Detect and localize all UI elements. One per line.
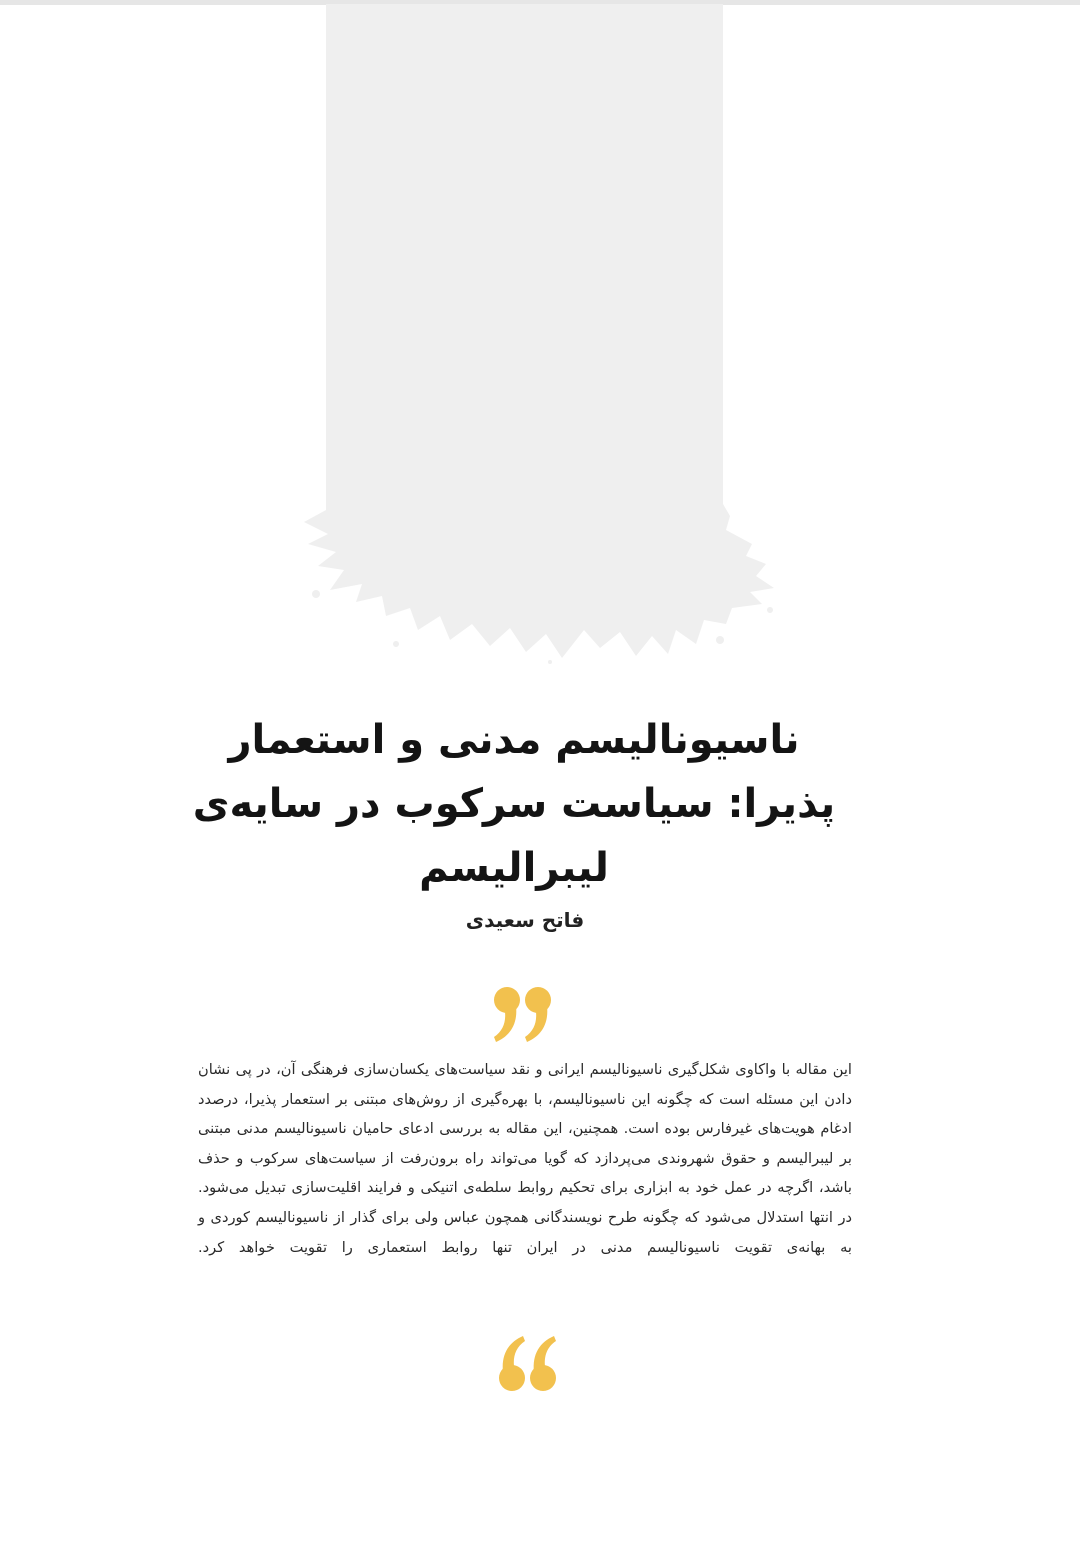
gray-brush-stroke-image — [300, 4, 780, 664]
article-title: ناسیونالیسم مدنی و استعمار پذیرا: سیاست سرکوب در سایه‌ی لیبرالیسم — [192, 717, 836, 891]
opening-quote-icon — [490, 1334, 560, 1394]
author-name: فاتح سعیدی — [465, 908, 585, 932]
closing-quote-icon — [490, 984, 560, 1044]
article-abstract: این مقاله با واکاوی شکل‌گیری ناسیونالیسم ایرانی و نقد سیاست‌های یکسان‌سازی فرهنگی آن، در پی نشان دادن این مسئله است که چگونه این ناسیونالیسم، با بهره‌گیری از روش‌های مبتنی بر استعمار پذیرا، درصدد ادغام هویت‌های غیرفارس بوده است. همچنین، این مقاله به بررسی ادعای حامیان ناسیونالیسم مدنی مبتنی بر لیبرالیسم و حقوق شهروندی می‌پردازد که گویا می‌تواند راه برون‌رفت از سیاست‌های سرکوب و حذف باشد، اگرچه در عمل خود به ابزاری برای تحکیم روابط سلطه‌ی اتنیکی و فرایند اقلیت‌سازی تبدیل می‌شود. در انتها استدلال می‌شود که چگونه طرح نویسندگانی همچون عباس ولی برای گذار از ناسیونالیسم کوردی و به بهانه‌ی تقویت ناسیونالیسم مدنی در ایران تنها روابط استعماری را تقویت خواهد کرد. — [198, 1061, 852, 1256]
